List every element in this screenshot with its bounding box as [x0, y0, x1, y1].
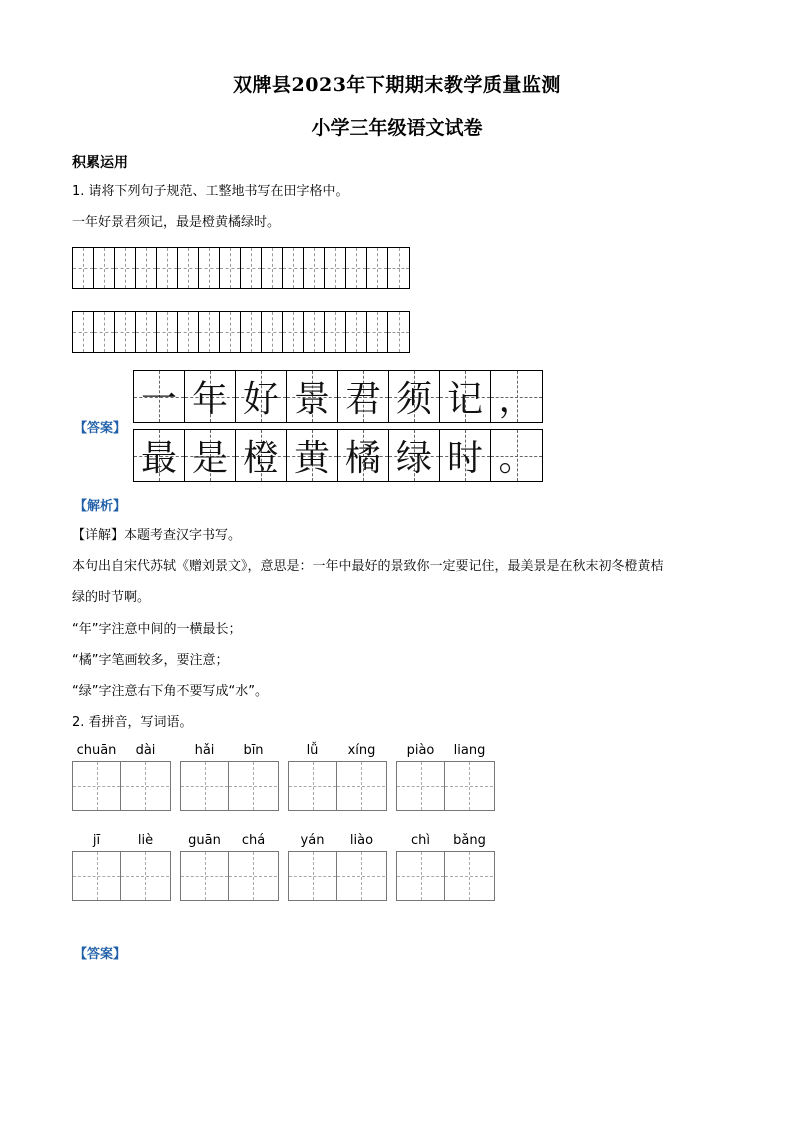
grid-cell	[445, 762, 493, 810]
answer-char: 景	[287, 371, 338, 422]
pinyin-label: dài	[135, 743, 156, 758]
grid-cell	[304, 312, 325, 352]
q1-note-3: “绿”字注意右下角不要写成“水”。	[72, 684, 268, 699]
grid-cell	[136, 248, 157, 288]
grid-cell	[73, 248, 94, 288]
pinyin-word-box	[396, 833, 495, 901]
pinyin-word-box	[396, 743, 495, 811]
grid-cell	[220, 248, 241, 288]
grid-cell	[445, 852, 493, 900]
q1-explain-line2: 绿的时节啊。	[72, 590, 151, 605]
grid-cell	[283, 248, 304, 288]
grid-cell	[262, 248, 283, 288]
grid-cell	[229, 762, 277, 810]
grid-cell	[388, 248, 409, 288]
grid-cell	[337, 762, 385, 810]
grid-cell	[346, 248, 367, 288]
grid-cell	[178, 312, 199, 352]
q2-prompt: 2. 看拼音，写词语。	[72, 715, 193, 730]
grid-cell	[220, 312, 241, 352]
grid-cell	[73, 312, 94, 352]
grid-cell	[367, 312, 388, 352]
grid-cell	[388, 312, 409, 352]
answer-row-2	[133, 429, 543, 482]
answer-char: 年	[185, 371, 236, 422]
grid-cell	[181, 852, 229, 900]
pinyin-label: jī	[92, 833, 101, 848]
pinyin-label: bǎng	[453, 833, 486, 848]
pinyin-label: yán	[300, 833, 325, 848]
pinyin-label: chuān	[76, 743, 117, 758]
pinyin-word-box	[180, 743, 279, 811]
grid-cell	[229, 852, 277, 900]
answer-grid	[133, 370, 543, 482]
grid-cell	[181, 762, 229, 810]
q1-explain-line1: 本句出自宋代苏轼《赠刘景文》，意思是：一年中最好的景致你一定要记住，最美景是在秋末初冬橙黄桔	[72, 559, 664, 574]
grid-cell	[337, 852, 385, 900]
grid-cell	[241, 248, 262, 288]
pinyin-word-box	[288, 833, 387, 901]
pinyin-word-box	[72, 833, 171, 901]
answer-row-1	[133, 370, 543, 423]
q1-note-2: “橘”字笔画较多，要注意；	[72, 653, 229, 668]
grid-cell	[178, 248, 199, 288]
grid-cell	[73, 762, 121, 810]
q1-prompt: 1. 请将下列句子规范、工整地书写在田字格中。	[72, 184, 349, 199]
writing-grid-row	[72, 311, 410, 353]
grid-cell	[121, 762, 169, 810]
answer-char: ，	[491, 371, 542, 422]
grid-cell	[304, 248, 325, 288]
grid-cell	[136, 312, 157, 352]
pinyin-label: bīn	[243, 743, 264, 758]
grid-cell	[115, 312, 136, 352]
grid-cell	[325, 312, 346, 352]
grid-cell	[157, 248, 178, 288]
grid-cell	[325, 248, 346, 288]
grid-cell	[397, 762, 445, 810]
answer-char: 时	[440, 430, 491, 481]
grid-cell	[157, 312, 178, 352]
answer-char: 橙	[236, 430, 287, 481]
writing-grid-row	[72, 247, 410, 289]
pinyin-word-box	[72, 743, 171, 811]
grid-cell	[94, 248, 115, 288]
answer-char: 须	[389, 371, 440, 422]
pinyin-label: chì	[411, 833, 430, 848]
exam-subtitle: 小学三年级语文试卷	[311, 117, 483, 139]
answer-char: 是	[185, 430, 236, 481]
pinyin-label: xíng	[347, 743, 376, 758]
answer-char: 好	[236, 371, 287, 422]
answer-char: 黄	[287, 430, 338, 481]
answer-char: 一	[134, 371, 185, 422]
pinyin-label: liè	[137, 833, 154, 848]
grid-cell	[73, 852, 121, 900]
grid-cell	[121, 852, 169, 900]
writing-grid-1	[72, 247, 410, 289]
pinyin-label: liang	[453, 743, 486, 758]
pinyin-label: lǚ	[306, 743, 319, 758]
grid-cell	[241, 312, 262, 352]
pinyin-word-box	[180, 833, 279, 901]
writing-grid-2	[72, 311, 410, 353]
grid-cell	[397, 852, 445, 900]
grid-cell	[346, 312, 367, 352]
pinyin-label: liào	[349, 833, 374, 848]
answer-char: 君	[338, 371, 389, 422]
pinyin-label: chá	[241, 833, 266, 848]
answer-char: 记	[440, 371, 491, 422]
section-heading: 积累运用	[72, 155, 128, 171]
grid-cell	[289, 852, 337, 900]
grid-cell	[94, 312, 115, 352]
grid-cell	[199, 312, 220, 352]
q1-detail: 【详解】本题考查汉字书写。	[72, 528, 242, 543]
pinyin-label: piào	[406, 743, 435, 758]
q1-analysis-tag: 【解析】	[74, 499, 127, 514]
q2-answer-tag: 【答案】	[74, 947, 127, 962]
q1-sentence: 一年好景君须记，最是橙黄橘绿时。	[72, 215, 281, 230]
pinyin-label: hǎi	[194, 743, 215, 758]
answer-char: 橘	[338, 430, 389, 481]
grid-cell	[367, 248, 388, 288]
grid-cell	[199, 248, 220, 288]
exam-title: 双牌县2023年下期期末教学质量监测	[233, 74, 561, 96]
grid-cell	[289, 762, 337, 810]
pinyin-label: guān	[188, 833, 221, 848]
grid-cell	[115, 248, 136, 288]
grid-cell	[262, 312, 283, 352]
pinyin-word-box	[288, 743, 387, 811]
grid-cell	[283, 312, 304, 352]
q1-note-1: “年”字注意中间的一横最长；	[72, 622, 242, 637]
answer-char: 。	[491, 430, 542, 481]
q1-answer-tag: 【答案】	[74, 421, 127, 436]
answer-char: 最	[134, 430, 185, 481]
answer-char: 绿	[389, 430, 440, 481]
